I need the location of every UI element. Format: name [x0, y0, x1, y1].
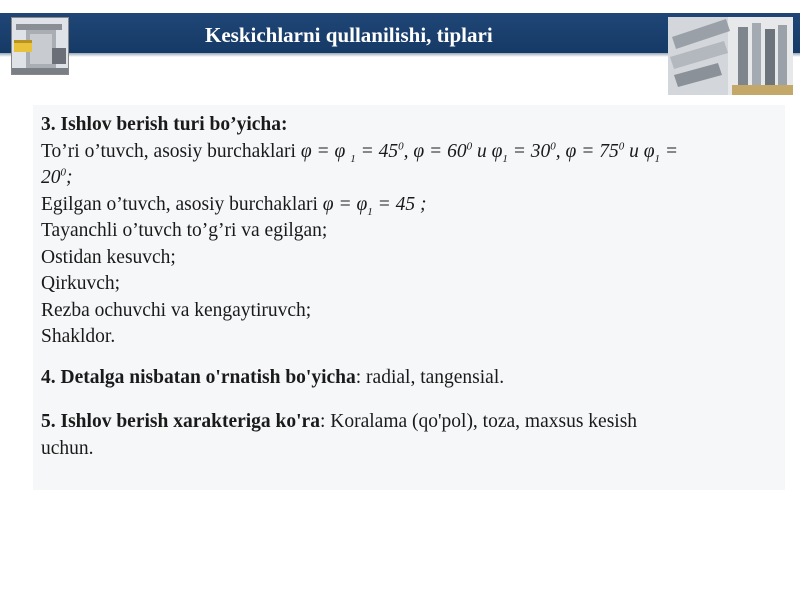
- section4-line: 4. Detalga nisbatan o'rnatish bo'yicha: radial, tangensial.: [41, 366, 505, 388]
- section3-line6: Qirkuvch;: [41, 273, 121, 294]
- section3-line1: To’ri o’tuvch, asosiy burchaklari φ = φ $_1 = 45^0$, $\varphi = 60^0$ и $\varphi_1 = 30^0$, $\varphi = 75^0$ и $\varphi_1$ =: [41, 140, 679, 165]
- section5-line2: uchun.: [41, 437, 94, 459]
- section3-line4: Tayanchli o’tuvch to’g’ri va egilgan;: [41, 220, 328, 241]
- section5-line: 5. Ishlov berish xarakteriga ko'ra: Koralama (qo'pol), toza, maxsus kesish: [41, 411, 638, 432]
- section3-heading: 3. Ishlov berish turi bo’yicha:: [41, 114, 288, 135]
- section3-line3: Egilgan o’tuvch, asosiy burchaklari $\varphi = \varphi_1 = 45$ ;: [41, 193, 427, 218]
- section3-line5: Ostidan kesuvch;: [41, 246, 176, 268]
- section3-line8: Shakldor.: [41, 326, 116, 347]
- section3-line7: Rezba ochuvchi va kengaytiruvch;: [41, 299, 312, 321]
- slide-title: Keskichlarni qullanilishi, tiplari: [205, 23, 493, 47]
- section3-line2: $20^0$;: [41, 166, 73, 188]
- slide-body: [41, 112, 781, 462]
- lathe-tool-icon: [11, 17, 69, 75]
- cutting-tools-photo-icon: [668, 17, 793, 95]
